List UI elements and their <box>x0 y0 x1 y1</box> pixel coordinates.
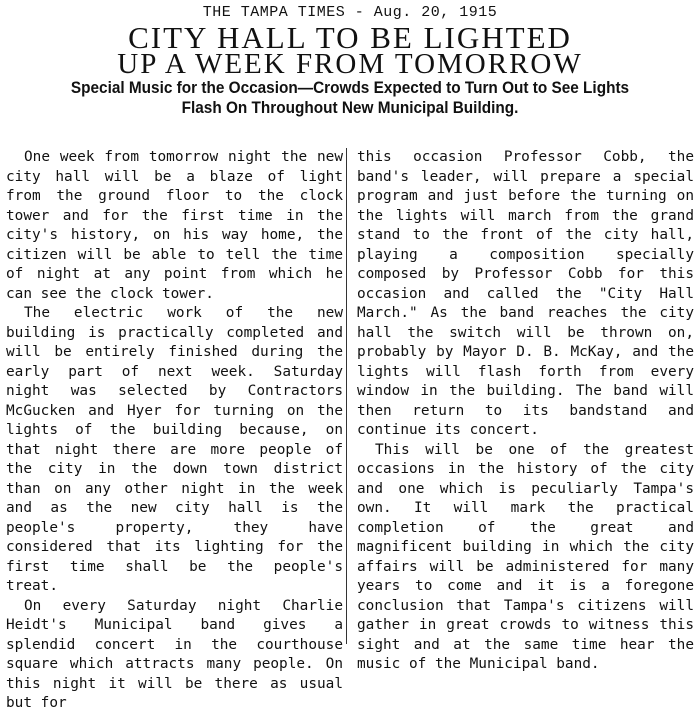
headline-line-1: CITY HALL TO BE LIGHTED <box>128 20 572 55</box>
article-column-right <box>357 148 694 675</box>
subheadline-deck: Special Music for the Occasion—Crowds Expected to Turn Out to See Lights Flash On Throughout New Municipal Building. <box>70 79 630 117</box>
paragraph: This will be one of the greatest occasions in the history of the city and one which is peculiarly Tampa's own. It will mark the practical completion of the great and magnificent building in which the city affairs will be administered for many years to come and it is a foregone conclusion that Tampa's citizens will gather in great crowds to witness this sight and at the same time hear the music of the Municipal band. <box>357 441 694 672</box>
paragraph: One week from tomorrow night the new city hall will be a blaze of light from the ground floor to the clock tower and for the first time in the city's history, on his way home, the citizen will be able to tell the time of night at any point from which he can see the clock tower. <box>6 149 343 302</box>
column-divider <box>346 148 347 644</box>
paragraph: The electric work of the new building is practically completed and will be entirely finished during the early part of next week. Saturday night was selected by Contractors McGucken and Hyer for turning on the lights of the building because, on that night there are more people of the city in the down town district than on any other night in the week and as the new city hall is the people's property, they have considered that its lighting for the first time shall be the people's treat. <box>6 305 343 594</box>
headline-line-2: UP A WEEK FROM TOMORROW <box>117 48 583 80</box>
paragraph: On every Saturday night Charlie Heidt's Municipal band gives a splendid concert in the courthouse square which attracts many people. On this night it will be there as usual but for <box>6 597 343 711</box>
source-line: THE TAMPA TIMES - Aug. 20, 1915 <box>202 4 498 21</box>
paragraph: this occasion Professor Cobb, the band's leader, will prepare a special program and just before the turning on the lights will march from the grand stand to the front of the city hall, playing a composition specially composed by Professor Cobb for this occasion and called the "City Hall March." As the band reaches the city hall the switch will be thrown on, probably by Mayor D. B. McKay, and the lights will flash forth from every window in the building. The band will then return to its bandstand and continue its concert. <box>357 149 694 438</box>
article-column-left <box>6 148 343 714</box>
